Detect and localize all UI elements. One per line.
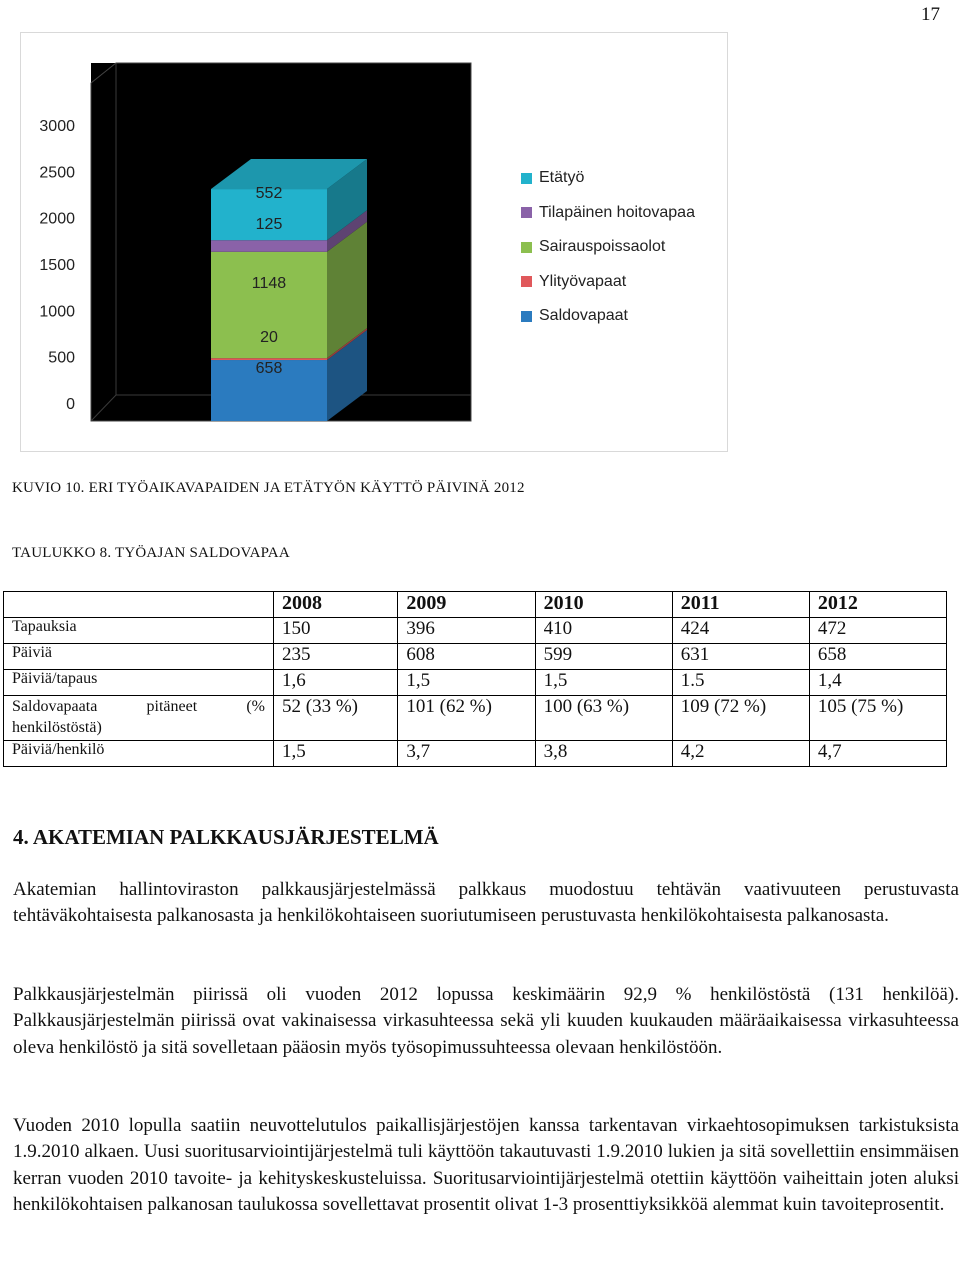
table-cell: 109 (72 %) — [672, 696, 809, 741]
y-tick-label: 2500 — [39, 164, 75, 182]
table-cell: 105 (75 %) — [809, 696, 946, 741]
legend-item — [521, 161, 695, 196]
legend-label: Etätyö — [539, 169, 585, 187]
legend-swatch — [521, 242, 532, 253]
row-label: Päiviä/henkilö — [4, 741, 274, 767]
table-row — [4, 741, 947, 767]
table-caption: TAULUKKO 8. TYÖAJAN SALDOVAPAA — [12, 545, 290, 561]
body-paragraph: Vuoden 2010 lopulla saatiin neuvottelutulos paikallisjärjestöjen kanssa tarkentavan virkaehtosopimuksen tarkistuksista 1.9.2010 alkaen. Uusi suoritusarviointijärjestelmä tuli käyttöön takautuvasti 1.9.2010 lukien ja sitä sovellettiin ensimmäisen kerran vuoden 2010 tavoite- ja kehityskeskusteluissa. Suoritusarviointijärjestelmä otettiin käyttöön vaiheittain joten aluksi henkilökohtaisen palkanosan taulukossa sovellettavat prosentit olivat 1-3 prosenttiyksikköä alemmat kuin tavoiteprosentit. — [13, 1115, 959, 1215]
section-heading: 4. AKATEMIAN PALKKAUSJÄRJESTELMÄ — [13, 825, 439, 849]
legend-item — [521, 265, 695, 300]
table-cell: 599 — [535, 644, 672, 670]
legend-swatch — [521, 276, 532, 287]
data-label: 20 — [260, 329, 278, 346]
bar-segment-front — [211, 240, 327, 252]
row-label: Päiviä/tapaus — [4, 670, 274, 696]
table-header-cell: 2008 — [274, 592, 398, 618]
table-cell: 396 — [398, 618, 535, 644]
table-cell: 1.5 — [672, 670, 809, 696]
legend-label: Sairauspoissaolot — [539, 238, 666, 256]
table-cell: 1,5 — [398, 670, 535, 696]
table-cell: 631 — [672, 644, 809, 670]
table-cell: 101 (62 %) — [398, 696, 535, 741]
y-tick-label: 500 — [48, 349, 75, 367]
legend-label: Tilapäinen hoitovapaa — [539, 203, 695, 221]
saldovapaa-table — [3, 591, 947, 767]
table-cell: 3,7 — [398, 741, 535, 767]
y-tick-label: 2000 — [39, 210, 75, 228]
table-cell: 4,7 — [809, 741, 946, 767]
legend-swatch — [521, 173, 532, 184]
legend-swatch — [521, 311, 532, 322]
table-header-cell: 2011 — [672, 592, 809, 618]
chart-legend — [521, 161, 695, 334]
data-label: 658 — [255, 360, 283, 377]
table-cell: 424 — [672, 618, 809, 644]
table-cell: 608 — [398, 644, 535, 670]
data-label: 552 — [255, 185, 283, 202]
stacked-bar-chart — [20, 32, 728, 452]
table-row — [4, 670, 947, 696]
table-cell: 472 — [809, 618, 946, 644]
data-label: 1148 — [251, 275, 287, 292]
table-cell: 3,8 — [535, 741, 672, 767]
figure-caption: KUVIO 10. ERI TYÖAIKAVAPAIDEN JA ETÄTYÖN KÄYTTÖ PÄIVINÄ 2012 — [12, 480, 525, 496]
legend-item — [521, 230, 695, 265]
table-cell: 52 (33 %) — [274, 696, 398, 741]
y-tick-label: 1500 — [39, 257, 75, 274]
legend-label: Saldovapaat — [539, 307, 628, 325]
table-cell: 100 (63 %) — [535, 696, 672, 741]
table-cell: 4,2 — [672, 741, 809, 767]
page-number: 17 — [921, 4, 940, 25]
legend-item — [521, 299, 695, 334]
table-row — [4, 696, 947, 741]
legend-label: Ylityövapaat — [539, 272, 627, 290]
legend-swatch — [521, 207, 532, 218]
table-header-cell — [4, 592, 274, 618]
table-header-row — [4, 592, 947, 618]
table-cell: 1,4 — [809, 670, 946, 696]
data-label: 125 — [255, 216, 283, 233]
table-row — [4, 618, 947, 644]
legend-item — [521, 196, 695, 231]
row-label: Tapauksia — [4, 618, 274, 644]
y-tick-label: 1000 — [39, 303, 75, 321]
table-header-cell: 2009 — [398, 592, 535, 618]
y-tick-label: 0 — [66, 396, 75, 413]
body-paragraph: Akatemian hallintoviraston palkkausjärjestelmässä palkkaus muodostuu tehtävän vaativuuteen perustuvasta tehtäväkohtaisesta palkanosasta ja henkilökohtaiseen suoriutumiseen perustuvasta henkilökohtaisesta palkanosasta. — [13, 879, 959, 927]
table-cell: 150 — [274, 618, 398, 644]
table-row — [4, 644, 947, 670]
y-tick-label: 3000 — [39, 118, 75, 135]
table-cell: 410 — [535, 618, 672, 644]
table-cell: 1,6 — [274, 670, 398, 696]
row-label: Saldovapaata pitäneet (% henkilöstöstä) — [4, 696, 274, 741]
table-cell: 658 — [809, 644, 946, 670]
table-cell: 1,5 — [274, 741, 398, 767]
table-header-cell: 2010 — [535, 592, 672, 618]
table-cell: 1,5 — [535, 670, 672, 696]
body-paragraph: Palkkausjärjestelmän piirissä oli vuoden 2012 lopussa keskimäärin 92,9 % henkilöstöstä (131 henkilöä). Palkkausjärjestelmän piirissä ovat vakinaisessa virkasuhteessa sekä yli kuuden kuukauden määräaikaisessa virkasuhteessa oleva henkilöstö ja sitä sovelletaan pääosin myös työsopimussuhteessa olevaan henkilöstöön. — [13, 984, 959, 1058]
table-header-cell: 2012 — [809, 592, 946, 618]
row-label: Päiviä — [4, 644, 274, 670]
table-cell: 235 — [274, 644, 398, 670]
